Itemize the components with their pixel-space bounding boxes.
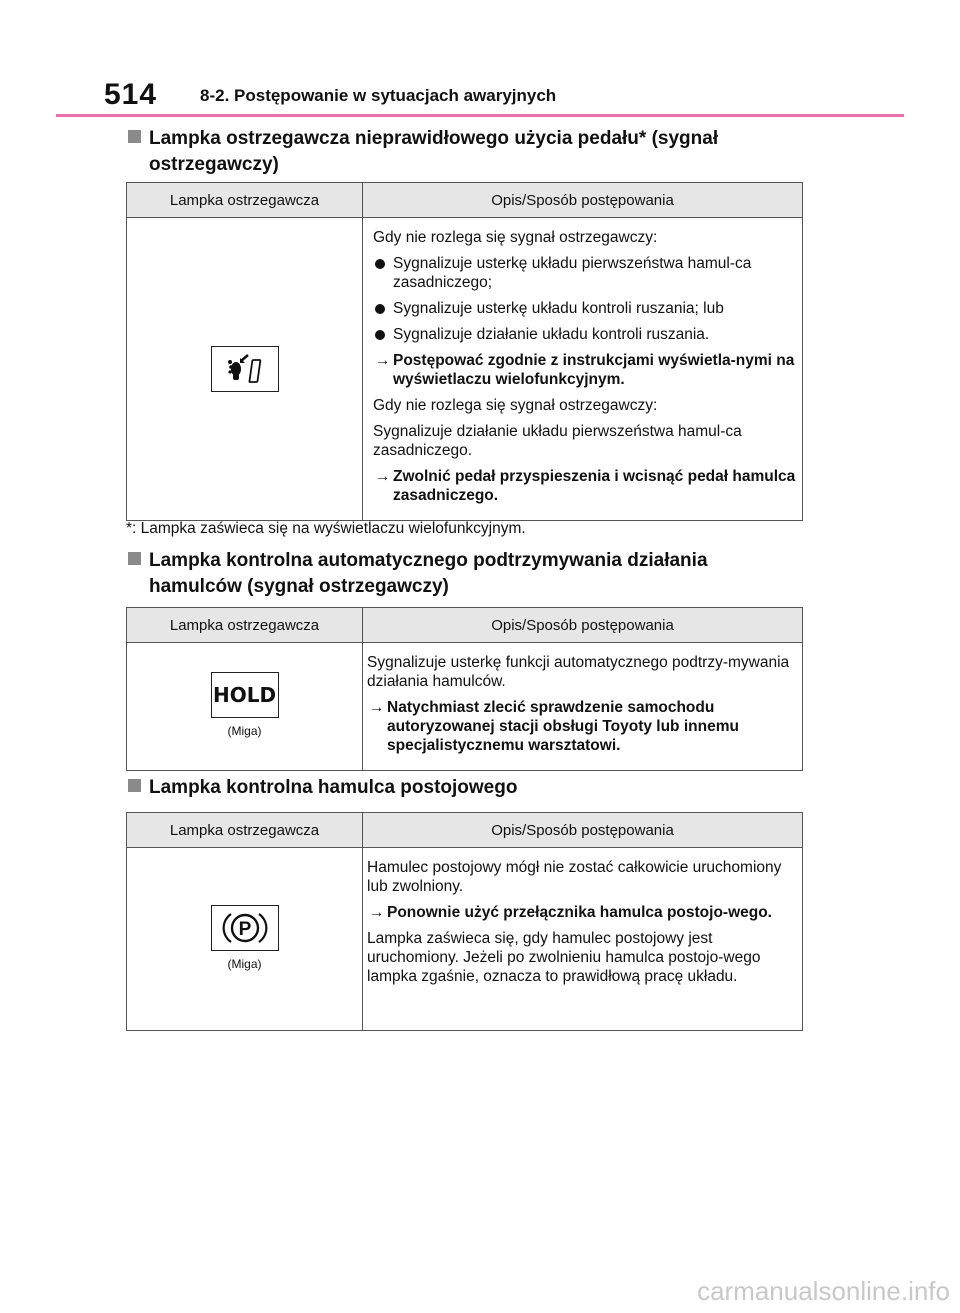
brake-hold-icon: HOLD — [211, 672, 279, 718]
pedal-warning-table — [126, 182, 803, 521]
svg-text:P: P — [238, 918, 251, 940]
action-item: → Postępować zgodnie z instrukcjami wyświetla-nymi na wyświetlaczu wielofunkcyjnym. — [375, 352, 795, 388]
lamp-cell — [127, 218, 363, 521]
footnote: *: Lampka zaświeca się na wyświetlaczu wielofunkcyjnym. — [126, 520, 526, 537]
pedal-misapplication-icon — [211, 346, 279, 392]
arrow-icon: → — [375, 468, 391, 485]
section-heading-parking-brake: Lampka kontrolna hamulca postojowego — [128, 775, 808, 801]
square-bullet-icon — [128, 130, 141, 143]
description-cell — [363, 643, 803, 771]
chapter-title: 8-2. Postępowanie w sytuacjach awaryjnych — [200, 86, 557, 105]
list-item: Sygnalizuje działanie układu kontroli ruszania. — [373, 325, 796, 344]
action-item: → Zwolnić pedał przyspieszenia i wcisnąć pedał hamulca zasadniczego. — [375, 468, 796, 504]
arrow-icon: → — [369, 904, 385, 921]
column-header-lamp: Lampka ostrzegawcza — [127, 183, 363, 218]
section-heading-brake-hold: Lampka kontrolna automatycznego podtrzymywania działania hamulców (sygnał ostrzegawczy) — [128, 548, 808, 600]
description-text: Sygnalizuje działanie układu pierwszeństwa hamul-ca zasadniczego. — [373, 423, 742, 459]
column-header-desc: Opis/Sposób postępowania — [363, 608, 803, 643]
action-item: → Natychmiast zlecić sprawdzenie samochodu autoryzowanej stacji obsługi Toyoty lub innemu specjalistycznemu warsztatowi. — [369, 699, 739, 754]
watermark: carmanualsonline.info — [697, 1276, 950, 1306]
brake-hold-table — [126, 607, 803, 771]
blink-caption: (Miga) — [227, 956, 262, 971]
description-cell — [363, 848, 803, 1031]
list-item: Sygnalizuje usterkę układu pierwszeństwa hamul-ca zasadniczego; — [373, 254, 796, 292]
description-cell — [363, 218, 803, 521]
arrow-icon: → — [375, 352, 391, 369]
description-text: Hamulec postojowy mógł nie zostać całkowicie uruchomiony lub zwolniony. — [367, 859, 782, 895]
lamp-cell — [127, 848, 363, 1031]
column-header-desc: Opis/Sposób postępowania — [363, 183, 803, 218]
condition-text: Gdy nie rozlega się sygnał ostrzegawczy: — [373, 229, 658, 246]
description-text: Lampka zaświeca się, gdy hamulec postojowy jest uruchomiony. Jeżeli po zwolnieniu hamulca postojo-wego lampka zgaśnie, oznacza to prawidłową pracę układu. — [367, 930, 761, 985]
square-bullet-icon — [128, 779, 141, 792]
parking-brake-icon — [211, 905, 279, 951]
action-item: → Ponownie użyć przełącznika hamulca postojo-wego. — [369, 904, 772, 921]
arrow-icon: → — [369, 699, 385, 716]
parking-brake-table — [126, 812, 803, 1031]
condition-text: Gdy nie rozlega się sygnał ostrzegawczy: — [373, 397, 658, 414]
square-bullet-icon — [128, 552, 141, 565]
column-header-lamp: Lampka ostrzegawcza — [127, 813, 363, 848]
page-number: 514 — [104, 78, 158, 111]
page-header — [56, 74, 904, 117]
column-header-lamp: Lampka ostrzegawcza — [127, 608, 363, 643]
section-heading-pedal: Lampka ostrzegawcza nieprawidłowego użycia pedału* (sygnał ostrzegawczy) — [128, 126, 808, 178]
blink-caption: (Miga) — [227, 724, 262, 738]
lamp-cell — [127, 643, 363, 771]
list-item: Sygnalizuje usterkę układu kontroli ruszania; lub — [373, 299, 796, 318]
column-header-desc: Opis/Sposób postępowania — [363, 813, 803, 848]
description-text: Sygnalizuje usterkę funkcji automatycznego podtrzy-mywania działania hamulców. — [367, 654, 790, 690]
